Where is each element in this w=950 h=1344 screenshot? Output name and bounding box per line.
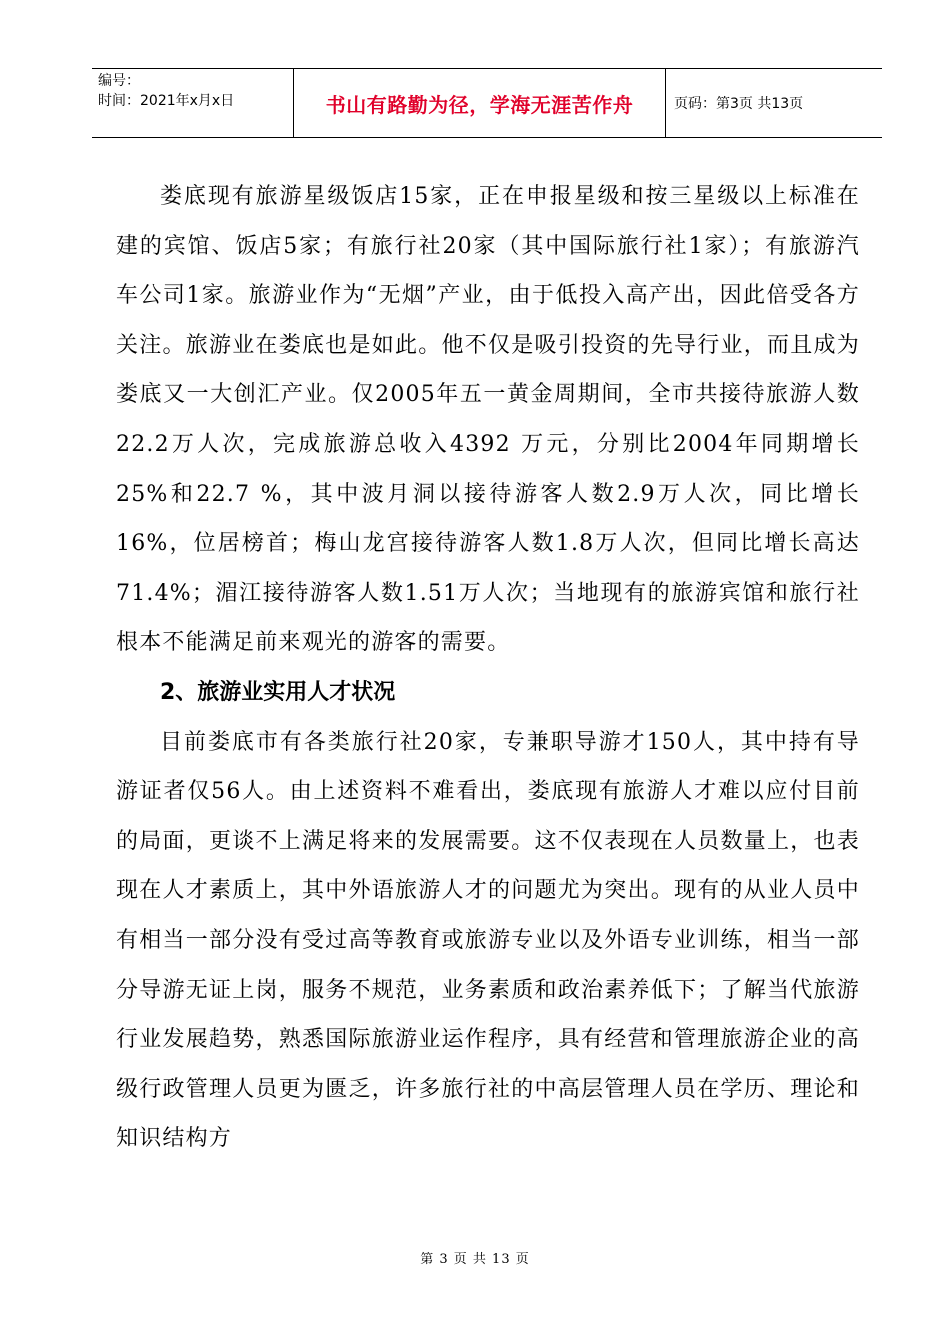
document-body <box>116 172 860 1164</box>
date-line: 时间：2021年x月x日 <box>98 93 235 109</box>
page-footer: 第 3 页 共 13 页 <box>420 1252 530 1267</box>
paragraph-talent-status: 目前娄底市有各类旅行社20家，专兼职导游才150人，其中持有导游证者仅56人。由上述资料不难看出，娄底现有旅游人才难以应付目前的局面，更谈不上满足将来的发展需要。这不仅表现在人员数量上，也表现在人才素质上，其中外语旅游人才的问题尤为突出。现有的从业人员中有相当一部分没有受过高等教育或旅游专业以及外语专业训练，相当一部分导游无证上岗，服务不规范，业务素质和政治素养低下；了解当代旅游行业发展趋势，熟悉国际旅游业运作程序，具有经营和管理旅游企业的高级行政管理人员更为匮乏，许多旅行社的中高层管理人员在学历、理论和知识结构方 <box>116 729 860 1152</box>
page-code: 页码：第3页 共13页 <box>674 96 804 112</box>
paragraph-tourism-hotels: 娄底现有旅游星级饭店15家，正在申报星级和按三星级以上标准在建的宾馆、饭店5家；有旅行社20家（其中国际旅行社1家）；有旅游汽车公司1家。旅游业作为“无烟”产业，由于低投入高产出，因此倍受各方关注。旅游业在娄底也是如此。他不仅是吸引投资的先导行业，而且成为娄底又一大创汇产业。仅2005年五一黄金周期间，全市共接待旅游人数22.2万人次，完成旅游总收入4392 万元，分别比2004年同期增长25%和22.7 %，其中波月洞以接待游客人数2.9万人次，同比增长16%，位居榜首；梅山龙宫接待游客人数1.8万人次，但同比增长高达71.4%；湄江接待游客人数1.51万人次；当地现有的旅游宾馆和旅行社根本不能满足前来观光的游客的需要。 <box>116 184 860 656</box>
page-header <box>92 68 882 138</box>
section-heading-talent: 2、旅游业实用人才状况 <box>160 679 396 705</box>
header-motto-cell <box>294 69 666 137</box>
header-page-cell <box>666 69 882 137</box>
doc-number-label: 编号： <box>98 73 140 89</box>
header-meta-cell <box>92 69 294 137</box>
motto-text: 书山有路勤为径，学海无涯苦作舟 <box>325 93 634 117</box>
